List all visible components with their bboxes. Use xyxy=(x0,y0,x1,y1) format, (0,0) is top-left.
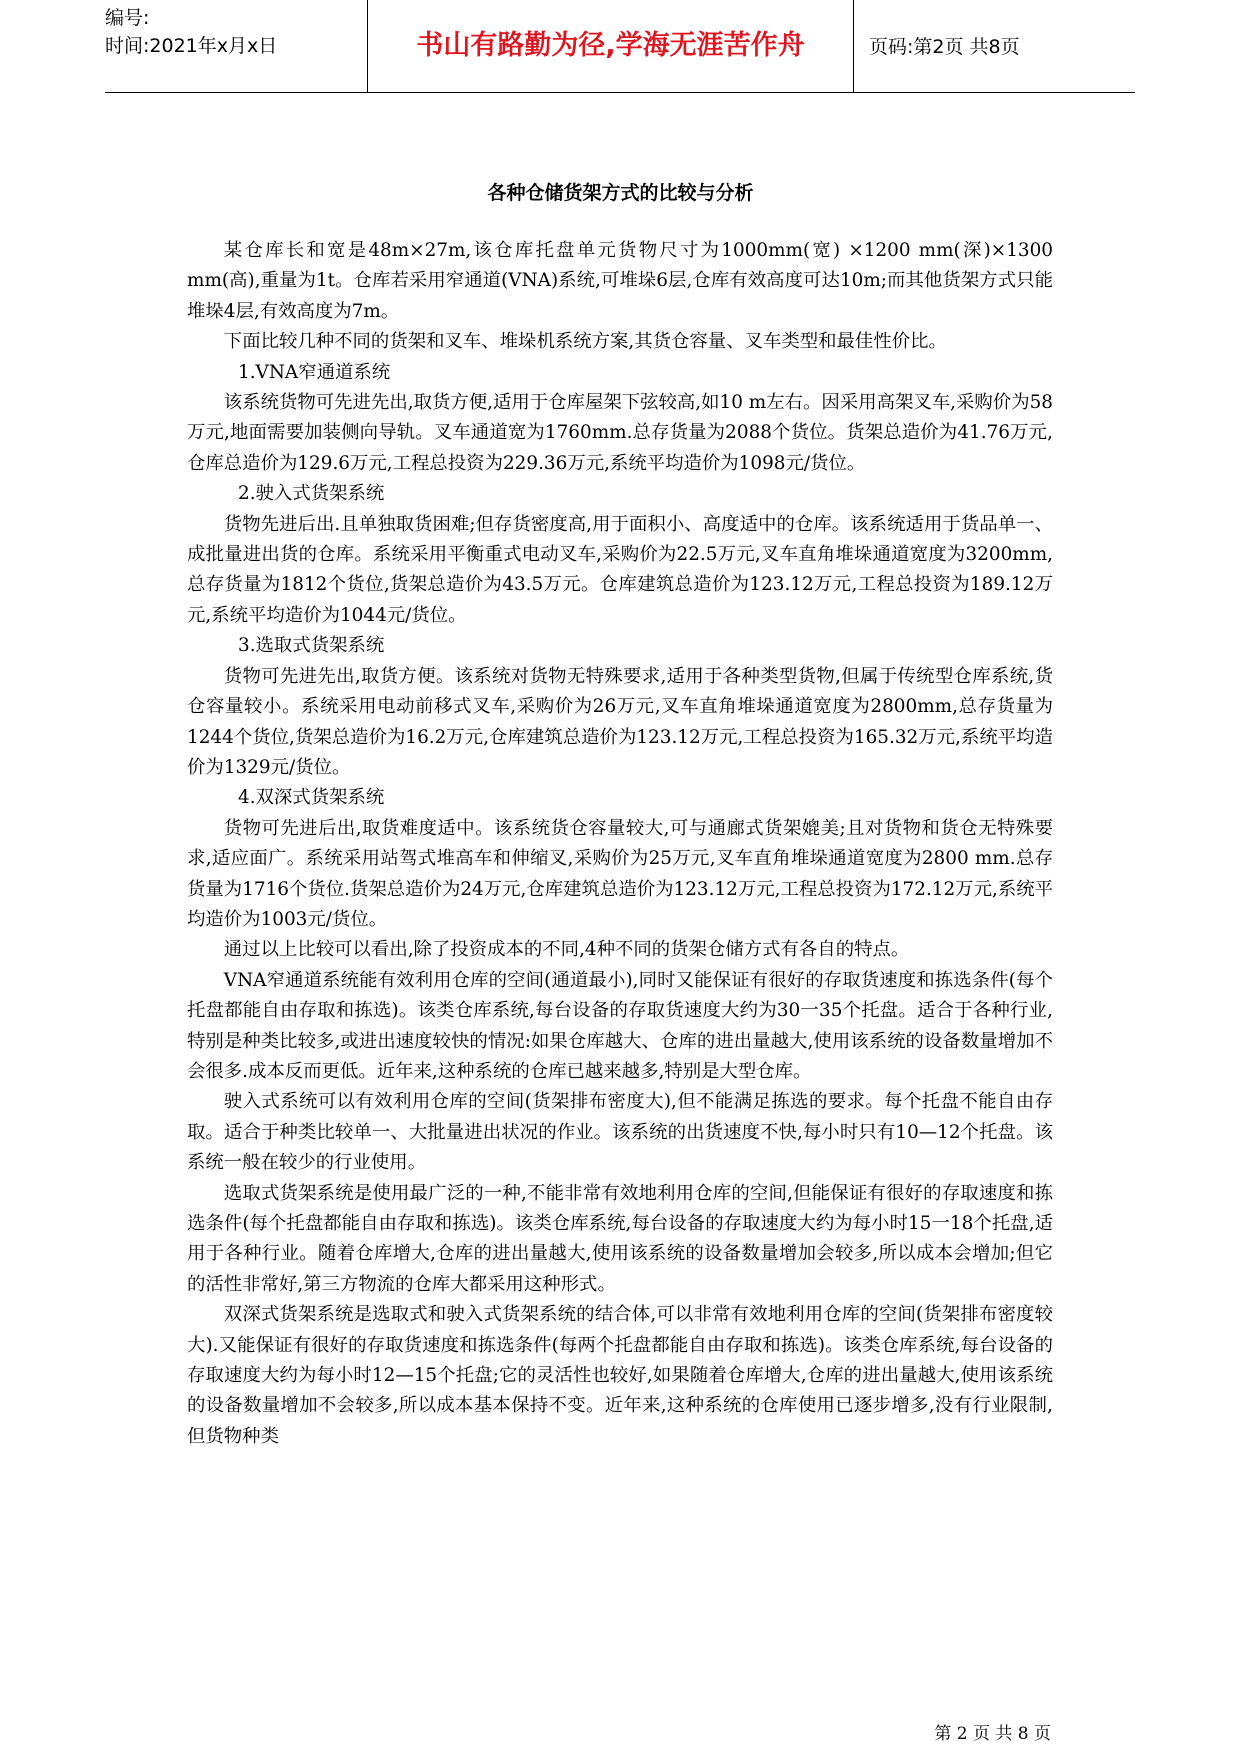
document-number-label: 编号: xyxy=(105,7,150,29)
paragraph: 货物先进后出.且单独取货困难;但存货密度高,用于面积小、高度适中的仓库。该系统适用于货品单一、成批量进出货的仓库。系统采用平衡重式电动叉车,采购价为22.5万元,叉车直角堆垛通道宽度为3200mm,总存货量为1812个货位,货架总造价为43.5万元。仓库建筑总造价为123.12万元,工程总投资为189.12万元,系统平均造价为1044元/货位。 xyxy=(187,513,1053,626)
paragraph: 选取式货架系统是使用最广泛的一种,不能非常有效地利用仓库的空间,但能保证有很好的存取速度和拣选条件(每个托盘都能自由存取和拣选)。该类仓库系统,每台设备的存取速度大约为每小时15一18个托盘,适用于各种行业。随着仓库增大,仓库的进出量越大,使用该系统的设备数量增加会较多,所以成本会增加;但它的活性非常好,第三方物流的仓库大都采用这种形式。 xyxy=(187,1182,1053,1295)
paragraph: 货物可先进先出,取货方便。该系统对货物无特殊要求,适用于各种类型货物,但属于传统型仓库系统,货仓容量较小。系统采用电动前移式叉车,采购价为26万元,叉车直角堆垛通道宽度为2800mm,总存货量为1244个货位,货架总造价为16.2万元,仓库建筑总造价为123.12万元,工程总投资为165.32万元,系统平均造价为1329元/货位。 xyxy=(187,665,1053,778)
footer-page-number: 第 2 页 共 8 页 xyxy=(934,1724,1051,1744)
page-header xyxy=(105,0,1135,93)
document-body xyxy=(187,236,1053,1452)
paragraph: 某仓库长和宽是48m×27m,该仓库托盘单元货物尺寸为1000mm(宽) ×1200 mm(深)×1300 mm(高),重量为1t。仓库若采用窄通道(VNA)系统,可堆垛6层,仓库有效高度可达10m;而其他货架方式只能堆垛4层,有效高度为7m。 xyxy=(187,240,1053,322)
paragraph: 双深式货架系统是选取式和驶入式货架系统的结合体,可以非常有效地利用仓库的空间(货架排布密度较大).又能保证有很好的存取货速度和拣选条件(每两个托盘都能自由存取和拣选)。该类仓库系统,每台设备的存取速度大约为每小时12—15个托盘;它的灵活性也较好,如果随着仓库增大,仓库的进出量越大,使用该系统的设备数量增加不会较多,所以成本基本保持不变。近年来,这种系统的仓库使用已逐步增多,没有行业限制,但货物种类 xyxy=(187,1304,1053,1447)
section-heading: 3.选取式货架系统 xyxy=(238,635,385,657)
section-heading: 4.双深式货架系统 xyxy=(238,787,385,809)
document-time-label: 时间:2021年x月x日 xyxy=(105,35,278,57)
paragraph: 该系统货物可先进先出,取货方便,适用于仓库屋架下弦较高,如10 m左右。因采用高架叉车,采购价为58万元,地面需要加装侧向导轨。叉车通道宽为1760mm.总存货量为2088个货位。货架总造价为41.76万元,仓库总造价为129.6万元,工程总投资为229.36万元,系统平均造价为1098元/货位。 xyxy=(187,392,1053,474)
paragraph: VNA窄通道系统能有效利用仓库的空间(通道最小),同时又能保证有很好的存取货速度和拣选条件(每个托盘都能自由存取和拣选)。该类仓库系统,每台设备的存取货速度大约为30一35个托盘。适合于各种行业,特别是种类比较多,或进出速度较快的情况:如果仓库越大、仓库的进出量越大,使用该系统的设备数量增加不会很多.成本反而更低。近年来,这种系统的仓库已越来越多,特别是大型仓库。 xyxy=(187,969,1053,1082)
document-title: 各种仓储货架方式的比较与分析 xyxy=(487,182,754,204)
paragraph: 货物可先进后出,取货难度适中。该系统货仓容量较大,可与通廊式货架媲美;且对货物和货仓无特殊要求,适应面广。系统采用站驾式堆高车和伸缩叉,采购价为25万元,叉车直角堆垛通道宽度为2800 mm.总存货量为1716个货位.货架总造价为24万元,仓库建筑总造价为123.12万元,工程总投资为172.12万元,系统平均造价为1003元/货位。 xyxy=(187,817,1053,930)
section-heading: 2.驶入式货架系统 xyxy=(238,483,385,505)
header-meta xyxy=(105,4,367,60)
header-motto: 书山有路勤为径,学海无涯苦作舟 xyxy=(416,30,805,61)
paragraph: 下面比较几种不同的货架和叉车、堆垛机系统方案,其货仓容量、叉车类型和最佳性价比。 xyxy=(223,331,947,353)
header-page-number: 页码:第2页 共8页 xyxy=(869,36,1020,58)
paragraph: 通过以上比较可以看出,除了投资成本的不同,4种不同的货架仓储方式有各自的特点。 xyxy=(223,939,910,961)
section-heading: 1.VNA窄通道系统 xyxy=(238,361,391,383)
header-divider xyxy=(853,0,854,92)
paragraph: 驶入式系统可以有效利用仓库的空间(货架排布密度大),但不能满足拣选的要求。每个托盘不能自由存取。适合于种类比较单一、大批量进出状况的作业。该系统的出货速度不快,每小时只有10—12个托盘。该系统一般在较少的行业使用。 xyxy=(187,1091,1053,1174)
